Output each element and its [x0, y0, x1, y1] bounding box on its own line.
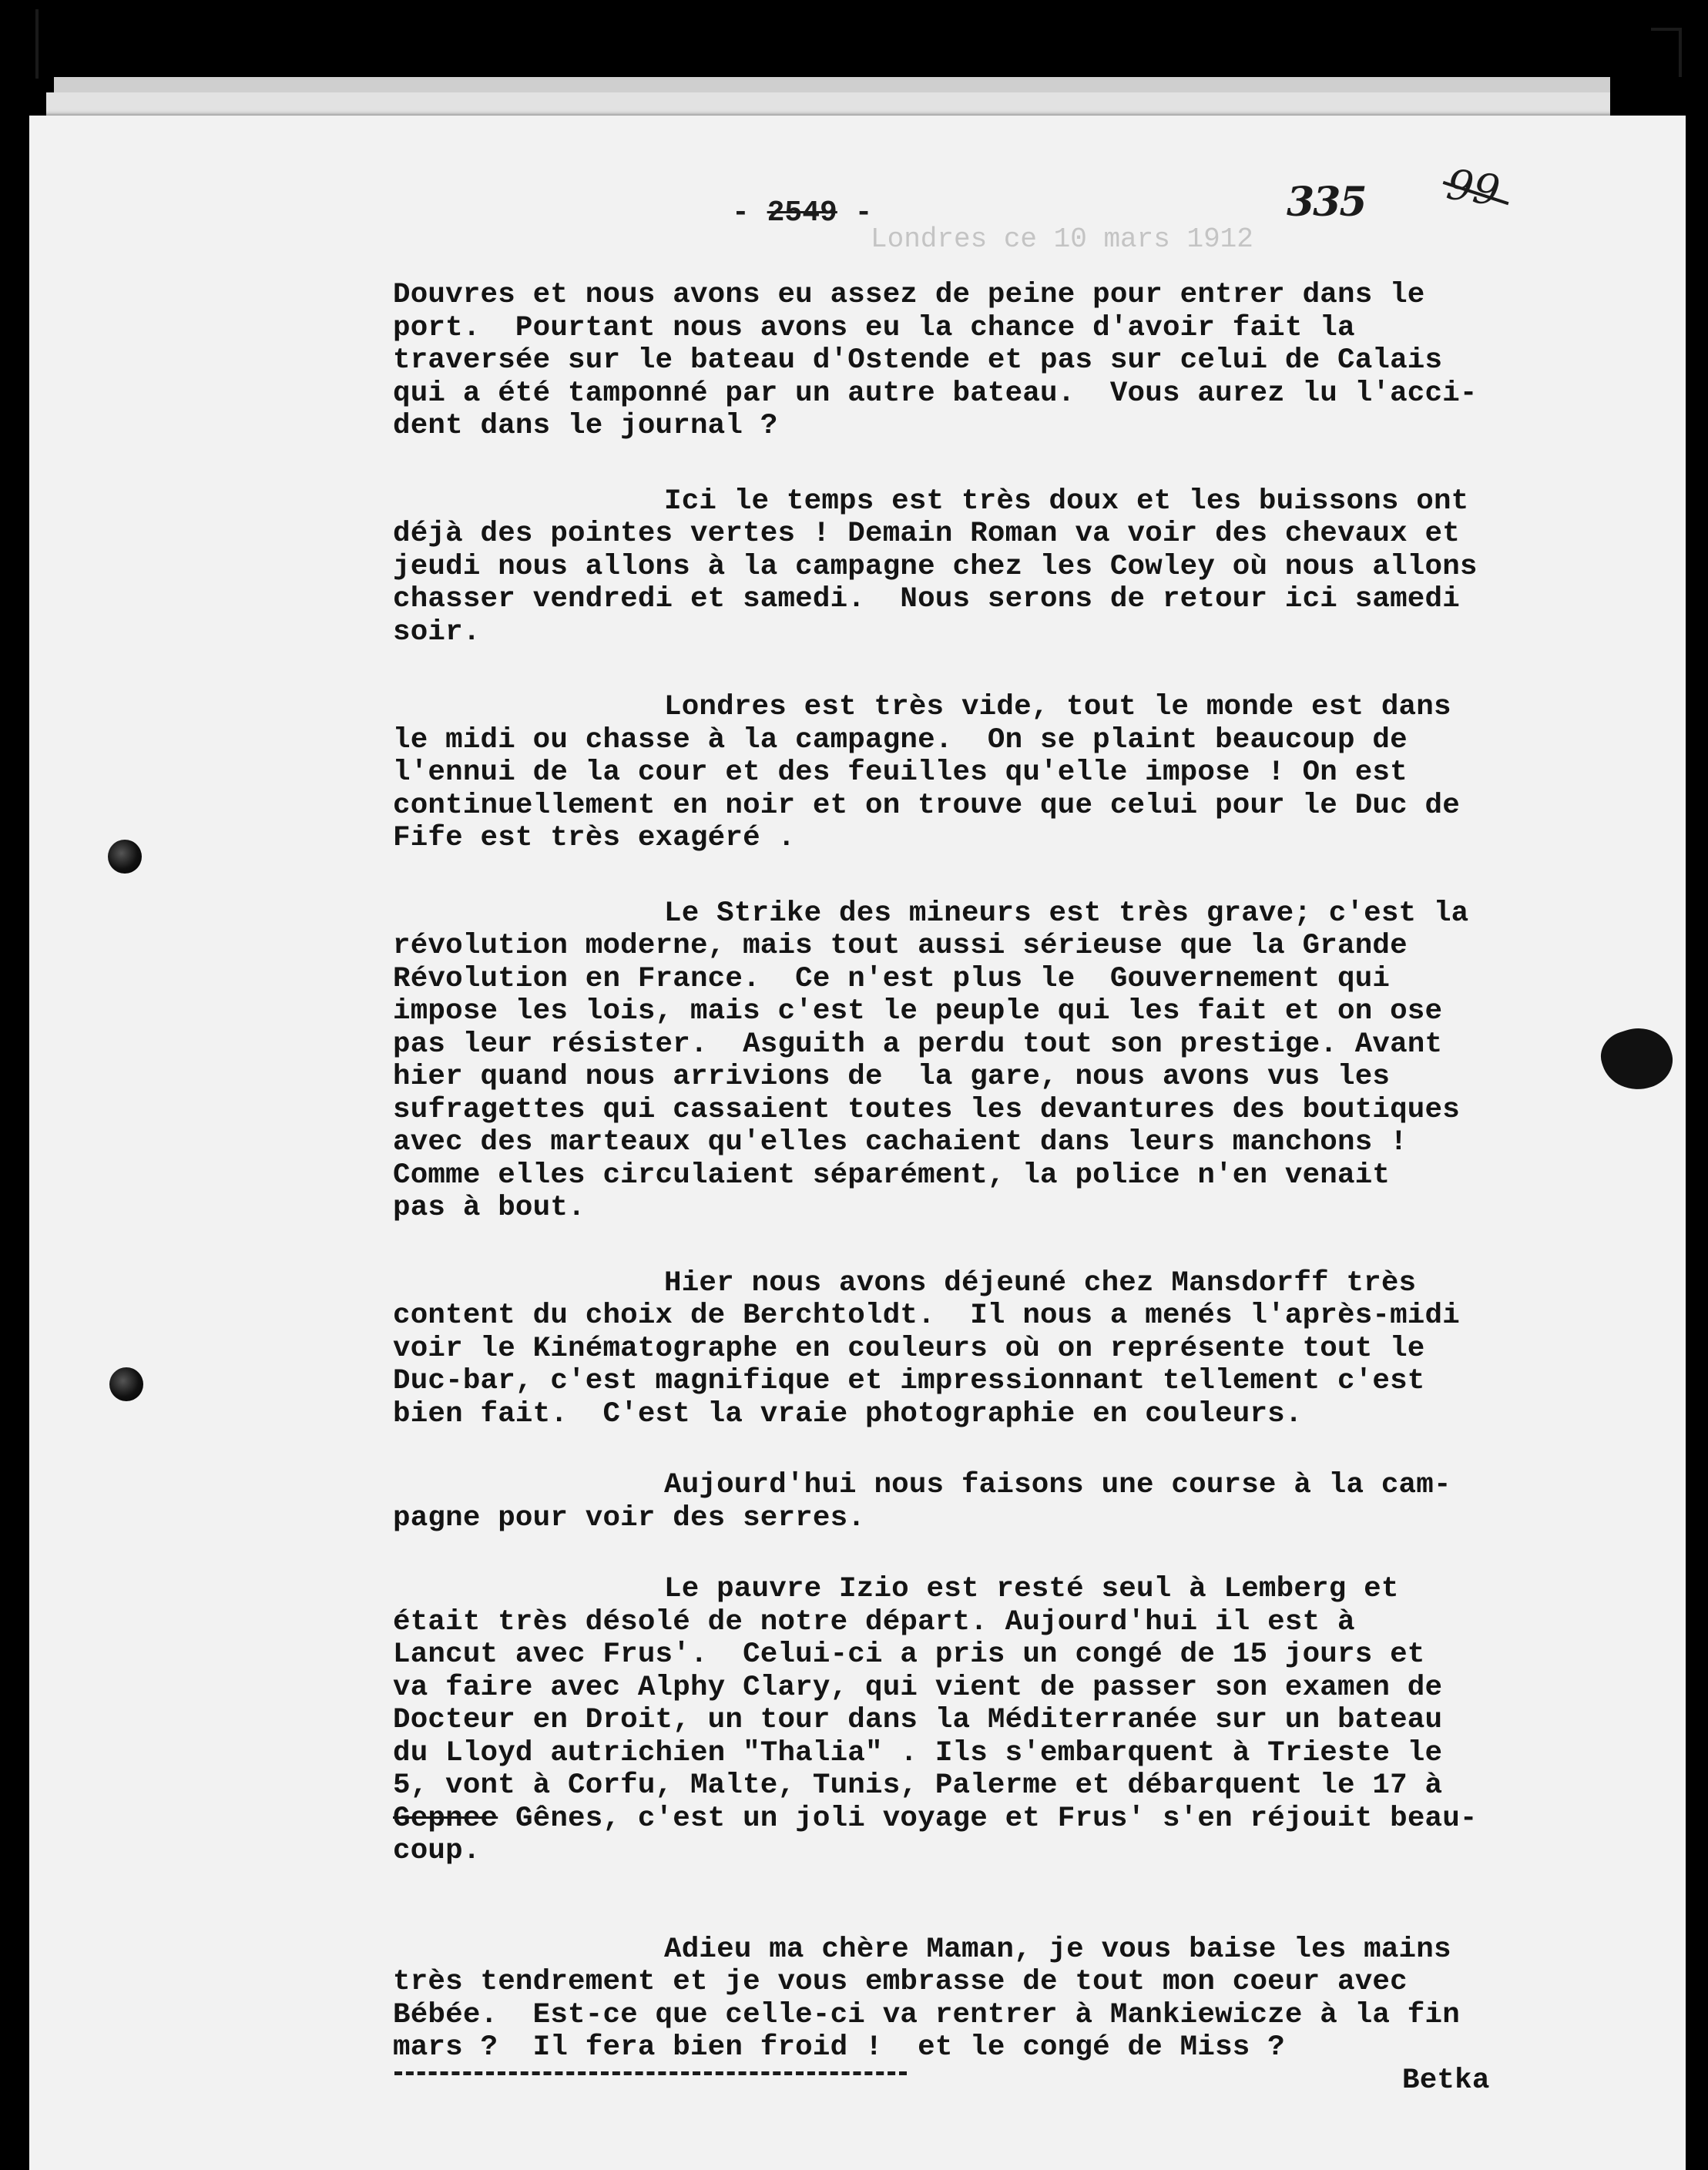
- text-line: soir.: [393, 615, 481, 649]
- text-line: du Lloyd autrichien "Thalia" . Ils s'embarquent à Trieste le: [393, 1736, 1443, 1769]
- page-number-value: 2549: [767, 196, 837, 230]
- letter-body: [393, 279, 1641, 2097]
- paragraph: [393, 897, 1641, 1225]
- struck-word: Gepnee: [393, 1802, 498, 1835]
- text-line: continuellement en noir et on trouve que celui pour le Duc de: [393, 789, 1460, 822]
- text-line: Le pauvre Izio est resté seul à Lemberg et: [664, 1573, 1399, 1605]
- text-line: 5, vont à Corfu, Malte, Tunis, Palerme et débarquent le 17 à: [393, 1769, 1443, 1802]
- text-line: très tendrement et je vous embrasse de tout mon coeur avec: [393, 1966, 1408, 1998]
- text-run: Gênes, c'est un joli voyage et Frus' s'en réjouit beau-: [498, 1802, 1478, 1835]
- text-line: hier quand nous arrivions de la gare, nous avons vus les: [393, 1061, 1391, 1093]
- text-line: Londres est très vide, tout le monde est dans: [664, 691, 1451, 723]
- text-line: l'ennui de la cour et des feuilles qu'elle impose ! On est: [393, 756, 1408, 789]
- paragraph: [393, 1469, 1641, 1534]
- handwritten-folio: 335: [1287, 179, 1366, 226]
- text-line: dent dans le journal ?: [393, 410, 778, 442]
- text-line: [393, 1803, 1641, 1836]
- punch-hole: [109, 1367, 143, 1401]
- text-line: coup.: [393, 1835, 481, 1867]
- text-line: pagne pour voir des serres.: [393, 1501, 865, 1534]
- bleed-through-text: Londres ce 10 mars 1912: [871, 223, 1253, 255]
- text-line: Hier nous avons déjeuné chez Mansdorff très: [664, 1266, 1417, 1300]
- text-line: mars ? Il fera bien froid ! et le congé de Miss ?: [393, 2031, 1285, 2064]
- text-line: Comme elles circulaient séparément, la police n'en venait: [393, 1159, 1391, 1192]
- paragraph: [393, 279, 1641, 443]
- text-line: voir le Kinématographe en couleurs où on représente tout le: [393, 1332, 1425, 1365]
- text-line: Fife est très exagéré .: [393, 822, 796, 854]
- text-line: le midi ou chasse à la campagne. On se plaint beaucoup de: [393, 723, 1408, 756]
- text-line: Le Strike des mineurs est très grave; c'est la: [664, 897, 1469, 930]
- text-line: va faire avec Alphy Clary, qui vient de passer son examen de: [393, 1671, 1443, 1704]
- paragraph: [393, 1573, 1641, 1868]
- page-number: - 2549 -: [732, 196, 873, 230]
- text-line: Lancut avec Frus'. Celui-ci a pris un congé de 15 jours et: [393, 1638, 1425, 1671]
- paragraph: [393, 691, 1641, 855]
- text-line: sufragettes qui cassaient toutes les devantures des boutiques: [393, 1093, 1460, 1126]
- text-line: Duc-bar, c'est magnifique et impressionnant tellement c'est: [393, 1365, 1425, 1397]
- text-line: impose les lois, mais c'est le peuple qui les fait et on ose: [393, 995, 1443, 1028]
- text-line: bien fait. C'est la vraie photographie en couleurs.: [393, 1397, 1303, 1430]
- text-line: Bébée. Est-ce que celle-ci va rentrer à Mankiewicze à la fin: [393, 1998, 1460, 2031]
- text-line: jeudi nous allons à la campagne chez les Cowley où nous allons: [393, 550, 1478, 583]
- signature: Betka: [1402, 2064, 1490, 2097]
- text-line: était très désolé de notre départ. Aujourd'hui il est à: [393, 1605, 1355, 1638]
- dashed-rule: [394, 2071, 907, 2075]
- text-line: Ici le temps est très doux et les buissons ont: [664, 485, 1469, 518]
- handwritten-folio-crossed: 99: [1443, 159, 1503, 216]
- punch-hole: [108, 840, 142, 874]
- text-line: avec des marteaux qu'elles cachaient dans leurs manchons !: [393, 1126, 1408, 1159]
- text-line: Révolution en France. Ce n'est plus le Gouvernement qui: [393, 962, 1391, 995]
- text-line: pas à bout.: [393, 1192, 586, 1224]
- text-line: chasser vendredi et samedi. Nous serons de retour ici samedi: [393, 583, 1460, 615]
- text-line: traversée sur le bateau d'Ostende et pas sur celui de Calais: [393, 344, 1443, 377]
- text-line: Aujourd'hui nous faisons une course à la cam-: [664, 1469, 1451, 1501]
- text-line: content du choix de Berchtoldt. Il nous a menés l'après-midi: [393, 1300, 1460, 1332]
- text-line: révolution moderne, mais tout aussi sérieuse que la Grande: [393, 930, 1408, 962]
- corner-crop-mark: [1651, 28, 1682, 77]
- text-line: pas leur résister. Asguith a perdu tout son prestige. Avant: [393, 1028, 1443, 1061]
- text-line: Adieu ma chère Maman, je vous baise les mains: [664, 1933, 1451, 1966]
- corner-crop-mark: [35, 9, 85, 79]
- text-line: port. Pourtant nous avons eu la chance d'avoir fait la: [393, 311, 1355, 344]
- paragraph: [393, 485, 1641, 649]
- text-line: Douvres et nous avons eu assez de peine pour entrer dans le: [393, 279, 1425, 311]
- text-line: Docteur en Droit, un tour dans la Méditerranée sur un bateau: [393, 1704, 1443, 1736]
- text-line: déjà des pointes vertes ! Demain Roman va voir des chevaux et: [393, 518, 1460, 550]
- paragraph: [393, 1267, 1641, 1431]
- text-line: qui a été tamponné par un autre bateau. Vous aurez lu l'acci-: [393, 377, 1478, 410]
